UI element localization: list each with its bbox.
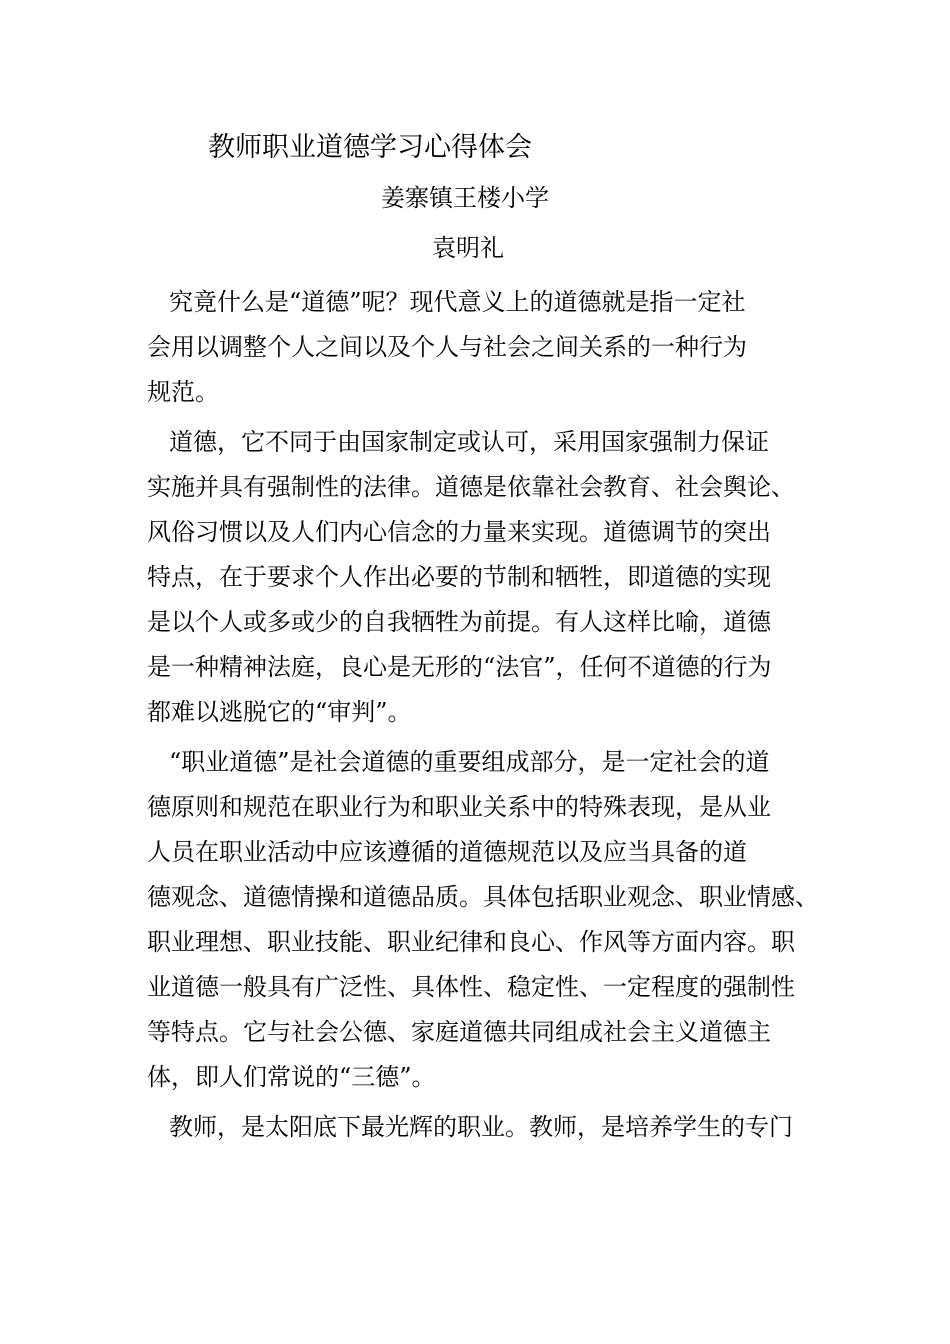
paragraph-3 (147, 740, 827, 1100)
text-line: 人员在职业活动中应该遵循的道德规范以及应当具备的道 (147, 838, 747, 866)
text-line: 究竟什么是“道德”呢？现代意义上的道德就是指一定社 (169, 288, 746, 316)
text-line: 规范。 (147, 378, 219, 406)
text-line: 职业理想、职业技能、职业纪律和良心、作风等方面内容。职 (147, 928, 795, 956)
document-body (147, 280, 827, 1155)
text-line: 特点，在于要求个人作出必要的节制和牺牲，即道德的实现 (147, 563, 771, 591)
paragraph-1 (147, 280, 827, 415)
text-line: 实施并具有强制性的法律。道德是依靠社会教育、社会舆论、 (147, 473, 795, 501)
text-line: 体，即人们常说的“三德”。 (147, 1063, 436, 1091)
text-line: 等特点。它与社会公德、家庭道德共同组成社会主义道德主 (147, 1018, 771, 1046)
text-line: 道德，它不同于由国家制定或认可，采用国家强制力保证 (169, 428, 769, 456)
text-line: 是以个人或多或少的自我牺牲为前提。有人这样比喻，道德 (147, 608, 771, 636)
text-line: 风俗习惯以及人们内心信念的力量来实现。道德调节的突出 (147, 518, 771, 546)
document-title: 教师职业道德学习心得体会 (208, 132, 532, 163)
text-line: 是一种精神法庭，良心是无形的“法官”，任何不道德的行为 (147, 653, 772, 681)
text-line: 德原则和规范在职业行为和职业关系中的特殊表现，是从业 (147, 793, 771, 821)
author-name: 袁明礼 (432, 234, 504, 262)
text-line: 业道德一般具有广泛性、具体性、稳定性、一定程度的强制性 (147, 973, 795, 1001)
text-line: 会用以调整个人之间以及个人与社会之间关系的一种行为 (147, 333, 747, 361)
text-line: 都难以逃脱它的“审判”。 (147, 698, 412, 726)
text-line: 教师，是太阳底下最光辉的职业。教师，是培养学生的专门 (169, 1113, 793, 1141)
text-line: “职业道德”是社会道德的重要组成部分，是一定社会的道 (169, 748, 770, 776)
paragraph-4 (147, 1105, 827, 1150)
paragraph-2 (147, 420, 827, 735)
text-line: 德观念、道德情操和道德品质。具体包括职业观念、职业情感、 (147, 883, 819, 911)
school-name: 姜寨镇王楼小学 (381, 184, 549, 212)
